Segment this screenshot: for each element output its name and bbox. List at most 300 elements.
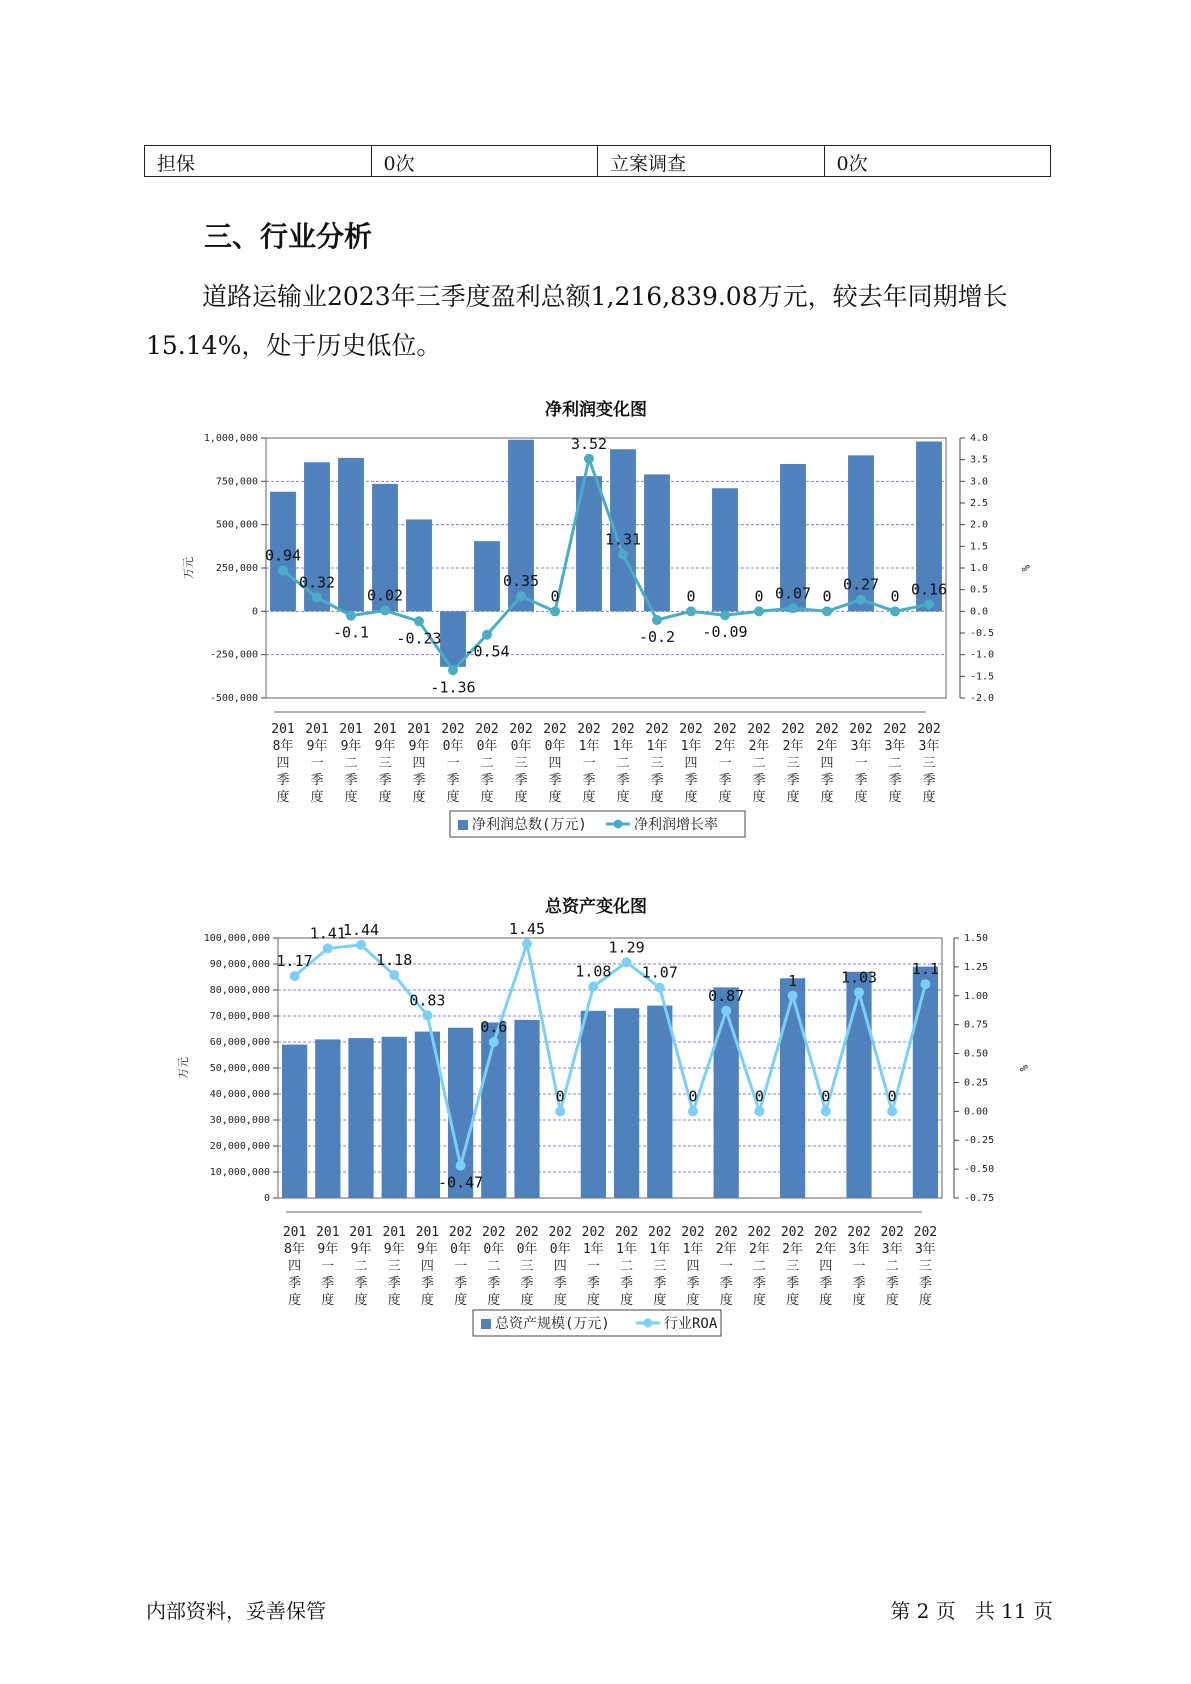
x-tick-label: 0年 xyxy=(516,1242,538,1257)
y2-tick-label: 3.5 xyxy=(970,454,989,466)
line-point xyxy=(754,606,764,616)
x-tick-label: 三 xyxy=(922,756,936,771)
x-tick-label: 度 xyxy=(321,1293,335,1308)
x-tick-label: 2年 xyxy=(782,1242,804,1257)
chart-title-total-assets: 总资产变化图 xyxy=(545,897,647,917)
x-tick-label: 度 xyxy=(454,1293,468,1308)
data-label: -0.54 xyxy=(464,642,510,661)
x-tick-label: 三 xyxy=(786,756,800,771)
data-label: 0 xyxy=(555,1087,565,1106)
x-tick-label: 度 xyxy=(420,1293,434,1308)
y-tick-label: 50,000,000 xyxy=(209,1063,270,1074)
x-tick-label: 二 xyxy=(888,756,902,771)
x-tick-label: 一 xyxy=(454,1259,468,1274)
data-label: 1.1 xyxy=(911,960,939,979)
legend-label: 净利润总数(万元) xyxy=(472,817,587,833)
y2-tick-label: 1.5 xyxy=(970,541,989,553)
x-tick-label: 201 xyxy=(382,1225,406,1240)
line-point xyxy=(278,566,288,576)
x-tick-label: 度 xyxy=(786,790,800,805)
x-tick-label: 三 xyxy=(650,756,664,771)
x-tick-label: 度 xyxy=(548,790,562,805)
x-tick-label: 202 xyxy=(713,722,737,737)
x-tick-label: 202 xyxy=(917,722,941,737)
y2-tick-label: 1.0 xyxy=(970,563,989,574)
x-tick-label: 度 xyxy=(719,1293,733,1308)
data-label: 1.08 xyxy=(575,962,612,981)
x-tick-label: 季 xyxy=(378,773,392,788)
line-point xyxy=(754,1106,764,1116)
line-point xyxy=(688,1106,698,1116)
y-tick-label: -250,000 xyxy=(209,649,258,661)
x-tick-label: 三 xyxy=(786,1259,800,1274)
data-label: -0.1 xyxy=(332,623,370,642)
x-tick-label: 一 xyxy=(718,756,732,771)
x-tick-label: 2年 xyxy=(715,1242,737,1257)
x-tick-label: 3年 xyxy=(850,739,872,754)
data-label: 1.17 xyxy=(276,952,313,971)
x-tick-label: 季 xyxy=(888,773,902,788)
x-tick-label: 1年 xyxy=(646,739,668,754)
y2-tick-label: -0.75 xyxy=(964,1193,995,1204)
data-label: -0.09 xyxy=(702,623,748,642)
info-table xyxy=(144,145,1051,177)
x-tick-label: 季 xyxy=(412,773,426,788)
y2-tick-label: 1.25 xyxy=(964,961,989,973)
y2-tick-label: 2.0 xyxy=(970,519,989,531)
line-point xyxy=(414,616,424,626)
x-tick-label: 季 xyxy=(854,773,868,788)
x-tick-label: 四 xyxy=(684,756,698,771)
line-point xyxy=(720,610,730,620)
x-tick-label: 202 xyxy=(780,1225,805,1240)
x-tick-label: 度 xyxy=(653,1293,667,1308)
x-tick-label: 度 xyxy=(718,790,732,805)
x-tick-label: 季 xyxy=(520,1276,534,1291)
bar xyxy=(712,488,738,611)
data-label: 0 xyxy=(550,587,560,606)
bar xyxy=(644,474,670,611)
x-tick-label: 度 xyxy=(354,1293,368,1308)
x-tick-label: 度 xyxy=(514,790,528,805)
net-profit-chart xyxy=(150,425,1030,845)
x-tick-label: 201 xyxy=(339,722,363,737)
bar xyxy=(846,972,871,1198)
data-label: 1.31 xyxy=(604,530,642,549)
x-tick-label: 季 xyxy=(582,773,596,788)
x-tick-label: 202 xyxy=(577,722,601,737)
x-tick-label: 一 xyxy=(582,756,596,771)
x-tick-label: 度 xyxy=(288,1293,302,1308)
x-tick-label: 季 xyxy=(650,773,664,788)
x-tick-label: 度 xyxy=(378,790,392,805)
x-tick-label: 3年 xyxy=(848,1242,870,1257)
line-point xyxy=(721,1006,731,1016)
x-tick-label: 9年 xyxy=(306,739,328,754)
data-label: 0.6 xyxy=(480,1018,508,1036)
x-tick-label: 202 xyxy=(814,1225,838,1240)
x-tick-label: 度 xyxy=(586,1293,600,1308)
line-point xyxy=(516,591,526,601)
x-tick-label: 度 xyxy=(616,790,630,805)
x-tick-label: 9年 xyxy=(383,1242,405,1257)
table-cell: 立案调查 xyxy=(598,146,825,177)
x-tick-label: 9年 xyxy=(374,739,396,754)
x-tick-label: 9年 xyxy=(350,1242,372,1257)
data-label: -0.23 xyxy=(396,629,442,648)
x-tick-label: 201 xyxy=(349,1225,373,1240)
x-tick-label: 季 xyxy=(819,1276,833,1291)
chart-title-net-profit: 净利润变化图 xyxy=(545,400,647,420)
x-tick-label: 2年 xyxy=(815,1242,837,1257)
x-tick-label: 1年 xyxy=(616,1242,638,1257)
y2-tick-label: -0.50 xyxy=(964,1164,995,1176)
x-tick-label: 三 xyxy=(520,1259,534,1274)
x-tick-label: 二 xyxy=(354,1259,368,1274)
y-tick-label: 80,000,000 xyxy=(209,985,270,996)
x-tick-label: 1年 xyxy=(612,739,634,754)
y2-tick-label: -0.25 xyxy=(964,1135,995,1147)
x-tick-label: 三 xyxy=(387,1259,401,1274)
y-tick-label: 30,000,000 xyxy=(209,1115,270,1126)
table-row xyxy=(145,146,1051,177)
data-label: 3.52 xyxy=(570,434,608,453)
data-label: -1.36 xyxy=(430,678,476,697)
bar xyxy=(448,1028,473,1198)
bar xyxy=(581,1011,606,1198)
x-tick-label: 202 xyxy=(482,1225,506,1240)
x-tick-label: 0年 xyxy=(483,1242,505,1257)
x-tick-label: 9年 xyxy=(340,739,362,754)
line-point xyxy=(655,983,665,993)
data-label: 0.27 xyxy=(842,575,880,594)
line-point xyxy=(448,665,458,675)
x-tick-label: 202 xyxy=(611,722,635,737)
y-tick-label: 60,000,000 xyxy=(209,1037,270,1048)
bar xyxy=(282,1045,307,1198)
data-label: 1.29 xyxy=(608,938,645,957)
data-label: 0.87 xyxy=(708,986,745,1005)
x-tick-label: 202 xyxy=(515,1225,539,1240)
data-label: 0.94 xyxy=(264,546,302,565)
data-label: 0.35 xyxy=(502,572,540,591)
x-tick-label: 四 xyxy=(288,1259,302,1274)
y2-tick-label: 0.50 xyxy=(964,1048,989,1060)
x-tick-label: 度 xyxy=(854,790,868,805)
y2-tick-label: 4.0 xyxy=(970,433,989,444)
bar xyxy=(348,1038,373,1198)
x-tick-label: 2年 xyxy=(714,739,736,754)
x-tick-label: 202 xyxy=(548,1225,572,1240)
x-tick-label: 一 xyxy=(446,756,460,771)
x-tick-label: 3年 xyxy=(914,1242,936,1257)
y2-tick-label: -0.5 xyxy=(970,628,995,639)
legend-swatch xyxy=(481,1319,491,1329)
x-tick-label: 202 xyxy=(645,722,669,737)
y-tick-label: 500,000 xyxy=(215,519,258,531)
x-tick-label: 季 xyxy=(321,1276,335,1291)
data-label: 1.45 xyxy=(508,919,546,938)
line-point xyxy=(788,991,798,1001)
line-point xyxy=(924,599,934,609)
y-axis-label: 万元 xyxy=(182,557,195,579)
x-tick-label: 季 xyxy=(620,1276,634,1291)
x-tick-label: 202 xyxy=(475,722,499,737)
x-tick-label: 季 xyxy=(487,1276,501,1291)
y2-tick-label: 0.25 xyxy=(964,1077,989,1089)
data-label: 0 xyxy=(821,1087,831,1106)
x-tick-label: 9年 xyxy=(416,1242,438,1257)
line-point xyxy=(346,611,356,621)
y2-tick-label: 0.00 xyxy=(964,1106,989,1118)
data-label: 0 xyxy=(754,587,764,606)
y-tick-label: 90,000,000 xyxy=(209,959,270,970)
x-tick-label: 季 xyxy=(719,1276,733,1291)
x-tick-label: 度 xyxy=(888,790,902,805)
x-tick-label: 度 xyxy=(520,1293,534,1308)
x-tick-label: 四 xyxy=(420,1259,434,1274)
x-tick-label: 季 xyxy=(420,1276,434,1291)
x-tick-label: 2年 xyxy=(748,739,770,754)
y2-tick-label: 2.5 xyxy=(970,498,989,509)
x-tick-label: 季 xyxy=(922,773,936,788)
x-tick-label: 季 xyxy=(454,1276,468,1291)
x-tick-label: 度 xyxy=(310,790,324,805)
line-point xyxy=(422,1010,432,1020)
x-tick-label: 3年 xyxy=(884,739,906,754)
line-point xyxy=(588,982,598,992)
y-tick-label: 10,000,000 xyxy=(209,1167,270,1178)
legend-label: 行业ROA xyxy=(664,1316,718,1332)
y2-tick-label: 1.50 xyxy=(964,933,989,944)
x-tick-label: 3年 xyxy=(881,1242,903,1257)
x-tick-label: 度 xyxy=(852,1293,866,1308)
data-label: 1.18 xyxy=(376,950,413,969)
line-point xyxy=(489,1037,499,1047)
data-label: 1.03 xyxy=(840,968,878,987)
data-label: 0 xyxy=(887,1087,897,1106)
x-tick-label: 二 xyxy=(752,756,766,771)
x-tick-label: 二 xyxy=(752,1259,766,1274)
y2-axis-label: % xyxy=(1017,1064,1030,1072)
line-point xyxy=(822,606,832,616)
x-tick-label: 季 xyxy=(786,1276,800,1291)
data-label: 0 xyxy=(688,1087,698,1106)
line-point xyxy=(389,970,399,980)
x-tick-label: 202 xyxy=(681,1225,705,1240)
x-tick-label: 201 xyxy=(305,722,329,737)
x-tick-label: 度 xyxy=(480,790,494,805)
line-point xyxy=(312,592,322,602)
x-tick-label: 季 xyxy=(553,1276,567,1291)
x-tick-label: 四 xyxy=(276,756,290,771)
x-tick-label: 度 xyxy=(684,790,698,805)
line-point xyxy=(323,943,333,953)
x-tick-label: 度 xyxy=(553,1293,567,1308)
table-cell: 0次 xyxy=(824,146,1051,177)
y2-tick-label: -1.5 xyxy=(970,671,995,683)
analysis-paragraph: 道路运输业2023年三季度盈利总额1,216,839.08万元，较去年同期增长15.14%，处于历史低位。 xyxy=(146,282,1008,360)
x-tick-label: 2年 xyxy=(816,739,838,754)
bar xyxy=(382,1037,407,1198)
x-tick-label: 202 xyxy=(581,1225,606,1240)
x-tick-label: 一 xyxy=(719,1259,733,1274)
x-tick-label: 季 xyxy=(786,773,800,788)
x-tick-label: 四 xyxy=(820,756,834,771)
y-tick-label: 20,000,000 xyxy=(209,1141,270,1152)
y2-tick-label: 0.75 xyxy=(964,1019,989,1031)
bar xyxy=(474,541,500,611)
x-tick-label: 二 xyxy=(344,756,358,771)
line-point xyxy=(618,550,628,560)
x-tick-label: 202 xyxy=(509,722,533,737)
section-heading: 三、行业分析 xyxy=(204,220,373,253)
x-tick-label: 季 xyxy=(480,773,494,788)
legend-swatch xyxy=(458,820,468,830)
x-tick-label: 202 xyxy=(441,722,465,737)
x-tick-label: 201 xyxy=(271,722,295,737)
y2-tick-label: 0.0 xyxy=(970,606,989,618)
x-tick-label: 0年 xyxy=(476,739,498,754)
line-point xyxy=(522,939,532,949)
x-tick-label: 度 xyxy=(276,790,290,805)
data-label: 1.41 xyxy=(309,924,346,943)
line-point xyxy=(356,940,366,950)
data-label: 0.83 xyxy=(409,991,446,1010)
total-assets-chart xyxy=(150,919,1030,1345)
x-tick-label: 一 xyxy=(854,756,868,771)
x-tick-label: 二 xyxy=(620,1259,634,1274)
x-tick-label: 202 xyxy=(543,722,567,737)
bar xyxy=(338,458,364,611)
y-tick-label: 100,000,000 xyxy=(203,933,270,944)
data-label: 1 xyxy=(788,971,798,990)
y-tick-label: 70,000,000 xyxy=(209,1011,270,1022)
y-axis-label: 万元 xyxy=(177,1057,190,1079)
x-tick-label: 202 xyxy=(747,722,771,737)
x-tick-label: 1年 xyxy=(680,739,702,754)
y-tick-label: 250,000 xyxy=(215,563,258,574)
footer-note: 内部资料，妥善保管 xyxy=(146,1599,326,1623)
x-tick-label: 三 xyxy=(918,1259,932,1274)
line-point xyxy=(686,606,696,616)
x-tick-label: 一 xyxy=(586,1259,600,1274)
legend-label: 总资产规模(万元) xyxy=(495,1316,610,1332)
bar xyxy=(913,967,938,1198)
x-tick-label: 202 xyxy=(679,722,703,737)
bar xyxy=(514,1020,539,1198)
table-cell: 0次 xyxy=(371,146,598,177)
x-tick-label: 3年 xyxy=(918,739,940,754)
x-tick-label: 季 xyxy=(684,773,698,788)
x-tick-label: 1年 xyxy=(649,1242,671,1257)
y2-tick-label: -1.0 xyxy=(970,649,995,661)
x-tick-label: 201 xyxy=(407,722,431,737)
x-tick-label: 202 xyxy=(883,722,907,737)
x-tick-label: 季 xyxy=(514,773,528,788)
data-label: 0.16 xyxy=(910,580,948,599)
x-tick-label: 四 xyxy=(819,1259,833,1274)
x-tick-label: 二 xyxy=(616,756,630,771)
x-tick-label: 202 xyxy=(747,1225,772,1240)
x-tick-label: 度 xyxy=(650,790,664,805)
x-tick-label: 201 xyxy=(316,1225,340,1240)
x-tick-label: 度 xyxy=(344,790,358,805)
line-point xyxy=(887,1106,897,1116)
x-tick-label: 1年 xyxy=(682,1242,704,1257)
line-point xyxy=(652,615,662,625)
bar xyxy=(714,987,739,1198)
line-point xyxy=(622,957,632,967)
line-point xyxy=(856,595,866,605)
x-tick-label: 四 xyxy=(686,1259,700,1274)
x-tick-label: 季 xyxy=(288,1276,302,1291)
x-tick-label: 9年 xyxy=(408,739,430,754)
x-tick-label: 201 xyxy=(415,1225,440,1240)
x-tick-label: 三 xyxy=(378,756,392,771)
line-point xyxy=(854,987,864,997)
x-tick-label: 202 xyxy=(847,1225,871,1240)
x-tick-label: 季 xyxy=(718,773,732,788)
y2-tick-label: 3.0 xyxy=(970,476,989,488)
x-tick-label: 度 xyxy=(582,790,596,805)
x-tick-label: 度 xyxy=(686,1293,700,1308)
x-tick-label: 201 xyxy=(282,1225,307,1240)
data-label: -0.2 xyxy=(638,628,676,646)
legend-label: 净利润增长率 xyxy=(634,817,718,833)
x-tick-label: 季 xyxy=(586,1276,600,1291)
x-tick-label: 季 xyxy=(387,1276,401,1291)
x-tick-label: 季 xyxy=(885,1276,899,1291)
x-tick-label: 202 xyxy=(614,1225,639,1240)
x-tick-label: 季 xyxy=(752,1276,766,1291)
x-tick-label: 三 xyxy=(653,1259,667,1274)
x-tick-label: 0年 xyxy=(442,739,464,754)
x-tick-label: 8年 xyxy=(284,1242,306,1257)
x-tick-label: 二 xyxy=(480,756,494,771)
bar xyxy=(647,1006,672,1198)
data-label: -0.47 xyxy=(438,1173,484,1192)
x-tick-label: 0年 xyxy=(544,739,566,754)
data-label: 0.32 xyxy=(298,573,336,592)
x-tick-label: 202 xyxy=(880,1225,904,1240)
x-tick-label: 三 xyxy=(514,756,528,771)
bar xyxy=(614,1008,639,1198)
x-tick-label: 度 xyxy=(487,1293,501,1308)
x-tick-label: 0年 xyxy=(549,1242,571,1257)
x-tick-label: 201 xyxy=(373,722,397,737)
x-tick-label: 度 xyxy=(446,790,460,805)
y-tick-label: -500,000 xyxy=(209,693,258,704)
y-tick-label: 750,000 xyxy=(215,476,258,488)
x-tick-label: 2年 xyxy=(748,1242,770,1257)
x-tick-label: 度 xyxy=(820,790,834,805)
x-tick-label: 0年 xyxy=(450,1242,472,1257)
x-tick-label: 9年 xyxy=(317,1242,339,1257)
x-tick-label: 1年 xyxy=(578,739,600,754)
x-tick-label: 四 xyxy=(553,1259,567,1274)
x-tick-label: 202 xyxy=(448,1225,473,1240)
line-point xyxy=(584,454,594,464)
line-point xyxy=(555,1106,565,1116)
line-point xyxy=(550,606,560,616)
x-tick-label: 二 xyxy=(885,1259,899,1274)
x-tick-label: 季 xyxy=(446,773,460,788)
x-tick-label: 202 xyxy=(913,1225,938,1240)
bar xyxy=(481,1023,506,1199)
bar xyxy=(315,1039,340,1198)
x-tick-label: 8年 xyxy=(272,739,294,754)
